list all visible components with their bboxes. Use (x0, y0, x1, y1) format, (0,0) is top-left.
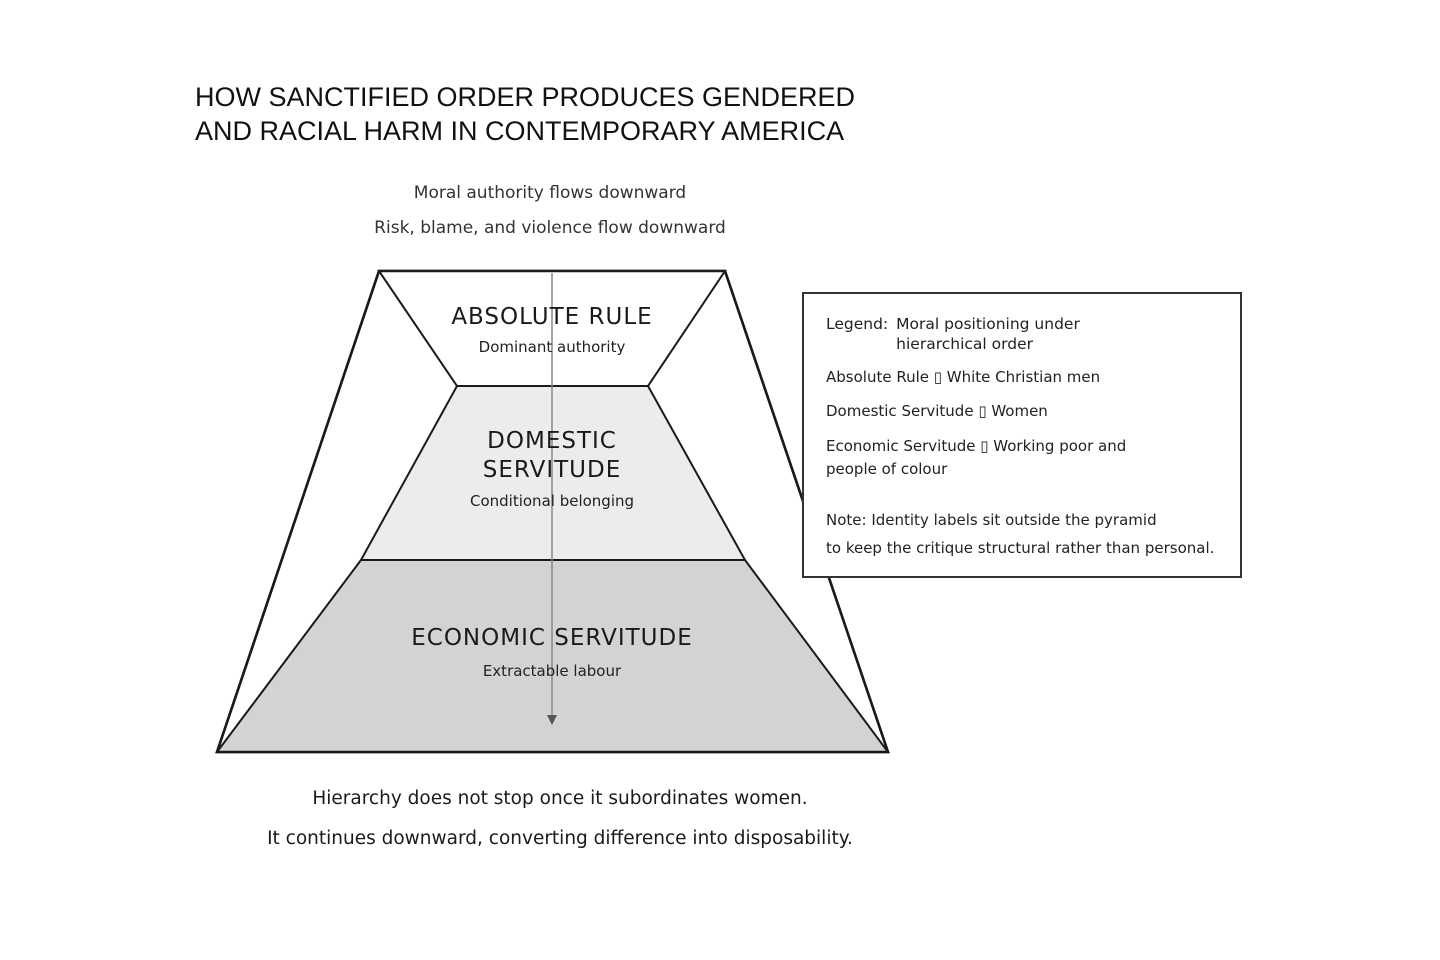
legend-heading-text: Moral positioning under hierarchical order (896, 315, 1080, 353)
legend-label: Legend: (826, 315, 889, 333)
tier-bottom-subtitle: Extractable labour (482, 662, 622, 680)
tier-middle-title-line-2: SERVITUDE (482, 457, 622, 483)
tier-middle-title (402, 427, 702, 485)
tier-middle-title-line-1: DOMESTIC (487, 428, 617, 454)
legend-note (826, 506, 1214, 562)
tier-bottom-title: ECONOMIC SERVITUDE (411, 625, 693, 651)
tier-top-subtitle: Dominant authority (478, 338, 626, 356)
legend-heading (826, 314, 1126, 354)
legend-item-economic-servitude: Economic Servitude ▯ Working poor and people of colour (826, 437, 1127, 478)
risk-flow-text: Risk, blame, and violence flow downward (374, 218, 726, 238)
legend-note-line-2: to keep the critique structural rather than personal. (826, 539, 1215, 557)
title-line-1: HOW SANCTIFIED ORDER PRODUCES GENDERED (195, 82, 856, 112)
legend-box (802, 292, 1242, 578)
legend-item-domestic-servitude: Domestic Servitude ▯ Women (826, 402, 1048, 420)
tier-middle-subtitle: Conditional belonging (469, 492, 635, 510)
legend-item-absolute-rule: Absolute Rule ▯ White Christian men (826, 368, 1101, 386)
tier-top-title: ABSOLUTE RULE (451, 304, 653, 330)
caption-line-1: Hierarchy does not stop once it subordinates women. (312, 788, 808, 809)
caption-line-2: It continues downward, converting difference into disposability. (267, 828, 853, 849)
title-line-2: AND RACIAL HARM IN CONTEMPORARY AMERICA (195, 116, 845, 146)
legend-note-line-1: Note: Identity labels sit outside the pyramid (826, 511, 1157, 529)
authority-flow-text: Moral authority flows downward (413, 183, 687, 203)
